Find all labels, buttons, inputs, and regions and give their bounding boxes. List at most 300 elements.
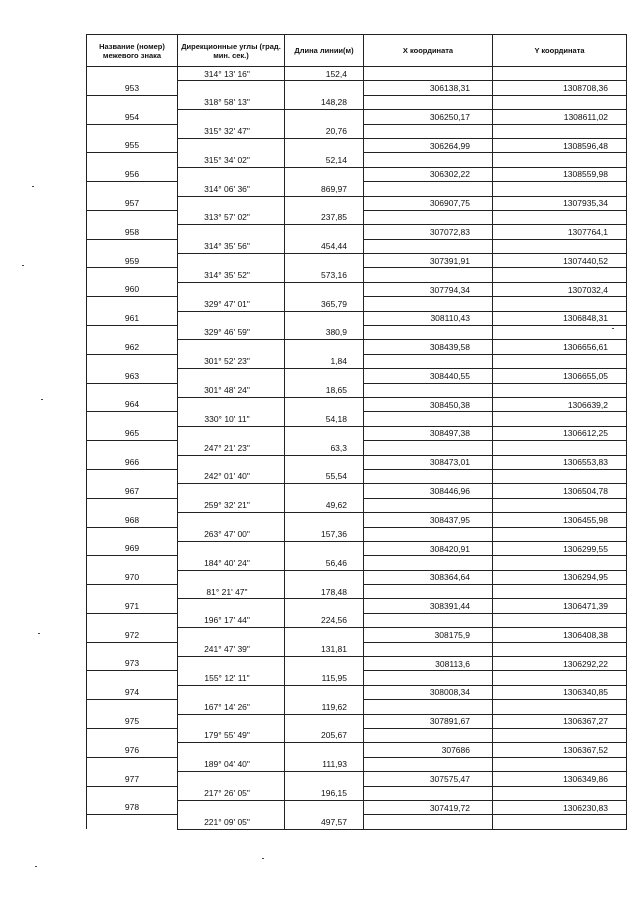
y-cell [493,527,627,541]
bearing-cell [178,484,285,498]
x-cell: 306250,17 [364,110,493,124]
segment-row [87,210,627,224]
header-y-coordinate: Y координата [493,35,627,67]
x-cell: 308440,55 [364,369,493,383]
y-cell: 1306294,95 [493,570,627,584]
x-cell: 308391,44 [364,599,493,613]
x-cell: 308446,96 [364,484,493,498]
y-cell [493,297,627,311]
bearing-cell: 217° 26' 05" [178,786,285,800]
length-cell: 55,54 [285,469,364,483]
mark-name-cell: 962 [87,340,178,354]
segment-row [87,498,627,512]
table-header-row [87,35,627,67]
mark-name-cell [87,412,178,426]
y-cell: 1306553,83 [493,455,627,469]
x-cell [364,786,493,800]
y-cell: 1308559,98 [493,167,627,181]
y-cell: 1306848,31 [493,311,627,325]
bearing-cell [178,282,285,296]
x-cell [364,268,493,282]
bearing-cell: 329° 47' 01" [178,297,285,311]
bearing-cell: 184° 40' 24" [178,556,285,570]
mark-name-cell: 971 [87,599,178,613]
y-cell [493,67,627,81]
length-cell: 63,3 [285,441,364,455]
mark-name-cell: 954 [87,110,178,124]
y-cell: 1306367,52 [493,743,627,757]
y-cell [493,354,627,368]
mark-row [87,657,627,671]
x-cell [364,498,493,512]
y-cell: 1308611,02 [493,110,627,124]
x-cell [364,671,493,685]
bearing-cell: 301° 52' 23" [178,354,285,368]
x-cell [364,153,493,167]
x-cell [364,383,493,397]
x-cell [364,441,493,455]
mark-row [87,369,627,383]
length-cell [285,225,364,239]
x-cell [364,354,493,368]
mark-name-cell: 956 [87,167,178,181]
bearing-cell [178,340,285,354]
segment-row [87,124,627,138]
y-cell [493,95,627,109]
bearing-cell [178,657,285,671]
y-cell: 1307032,4 [493,282,627,296]
segment-row [87,585,627,599]
mark-name-cell: 977 [87,772,178,786]
mark-row [87,426,627,440]
bearing-cell: 318° 58' 13" [178,95,285,109]
mark-name-cell: 970 [87,570,178,584]
length-cell: 152,4 [285,67,364,81]
y-cell: 1308596,48 [493,138,627,152]
y-cell: 1306639,2 [493,397,627,411]
bearing-cell [178,685,285,699]
bearing-cell: 247° 21' 23" [178,441,285,455]
length-cell [285,110,364,124]
length-cell: 178,48 [285,585,364,599]
bearing-cell: 155° 12' 11" [178,671,285,685]
segment-row [87,757,627,771]
mark-row [87,311,627,325]
x-cell [364,67,493,81]
y-cell [493,815,627,829]
y-cell [493,383,627,397]
y-cell: 1308708,36 [493,81,627,95]
x-cell [364,124,493,138]
bearing-cell: 315° 32' 47" [178,124,285,138]
y-cell [493,412,627,426]
mark-name-cell: 966 [87,455,178,469]
bearing-cell: 259° 32' 21" [178,498,285,512]
mark-name-cell [87,613,178,627]
scan-speck [22,265,24,266]
table-body [87,67,627,830]
y-cell: 1306230,83 [493,800,627,814]
segment-row [87,412,627,426]
mark-name-cell [87,498,178,512]
length-cell: 157,36 [285,527,364,541]
bearing-cell: 179° 55' 49" [178,728,285,742]
y-cell: 1306455,98 [493,513,627,527]
x-cell [364,412,493,426]
length-cell: 131,81 [285,642,364,656]
mark-name-cell [87,585,178,599]
mark-name-cell [87,383,178,397]
y-cell [493,613,627,627]
length-cell: 196,15 [285,786,364,800]
y-cell: 1306340,85 [493,685,627,699]
x-cell [364,297,493,311]
x-cell: 308439,58 [364,340,493,354]
bearing-cell [178,455,285,469]
x-cell [364,95,493,109]
mark-row [87,570,627,584]
mark-name-cell: 958 [87,225,178,239]
segment-row [87,95,627,109]
mark-row [87,254,627,268]
length-cell: 49,62 [285,498,364,512]
bearing-cell: 313° 57' 02" [178,210,285,224]
scan-speck [35,866,37,867]
segment-row [87,354,627,368]
x-cell [364,757,493,771]
x-cell: 306138,31 [364,81,493,95]
segment-row [87,153,627,167]
length-cell: 115,95 [285,671,364,685]
x-cell: 308110,43 [364,311,493,325]
length-cell: 365,79 [285,297,364,311]
y-cell: 1307764,1 [493,225,627,239]
bearing-cell: 314° 35' 52" [178,268,285,282]
mark-row [87,397,627,411]
segment-row [87,239,627,253]
mark-name-cell: 976 [87,743,178,757]
bearing-cell: 196° 17' 44" [178,613,285,627]
x-cell [364,527,493,541]
length-cell [285,800,364,814]
x-cell [364,210,493,224]
bearing-cell [178,599,285,613]
length-cell [285,628,364,642]
mark-name-cell [87,124,178,138]
y-cell: 1307935,34 [493,196,627,210]
x-cell: 308497,38 [364,426,493,440]
scan-speck [32,186,34,187]
bearing-cell [178,369,285,383]
length-cell [285,81,364,95]
segment-row [87,556,627,570]
segment-row [87,182,627,196]
scan-speck [38,633,40,634]
bearing-cell [178,426,285,440]
length-cell [285,714,364,728]
mark-name-cell [87,728,178,742]
mark-name-cell [87,239,178,253]
x-cell: 306264,99 [364,138,493,152]
length-cell [285,138,364,152]
y-cell [493,268,627,282]
y-cell: 1306612,25 [493,426,627,440]
x-cell: 308473,01 [364,455,493,469]
x-cell: 308113,6 [364,657,493,671]
bearing-cell: 242° 01' 40" [178,469,285,483]
segment-row [87,815,627,829]
y-cell [493,671,627,685]
bearing-cell [178,800,285,814]
x-cell [364,613,493,627]
header-line-length: Длина линии(м) [285,35,364,67]
bearing-cell [178,167,285,181]
y-cell [493,700,627,714]
length-cell: 205,67 [285,728,364,742]
mark-name-cell [87,556,178,570]
length-cell: 1,84 [285,354,364,368]
boundary-marks-sheet [86,34,626,830]
x-cell [364,326,493,340]
length-cell [285,657,364,671]
y-cell: 1306299,55 [493,541,627,555]
y-cell: 1307440,52 [493,254,627,268]
length-cell [285,282,364,296]
x-cell: 307391,91 [364,254,493,268]
y-cell [493,728,627,742]
mark-row [87,743,627,757]
bearing-cell: 315° 34' 02" [178,153,285,167]
mark-row [87,282,627,296]
bearing-cell: 314° 06' 36" [178,182,285,196]
x-cell: 307686 [364,743,493,757]
length-cell [285,254,364,268]
mark-row [87,772,627,786]
boundary-coordinates-table [86,34,627,830]
scan-speck [262,858,264,859]
mark-name-cell: 963 [87,369,178,383]
x-cell [364,728,493,742]
x-cell: 308437,95 [364,513,493,527]
mark-row [87,196,627,210]
mark-name-cell: 965 [87,426,178,440]
mark-row [87,513,627,527]
segment-row [87,383,627,397]
bearing-cell [178,81,285,95]
mark-name-cell: 960 [87,282,178,296]
x-cell [364,239,493,253]
mark-name-cell [87,441,178,455]
mark-name-cell [87,815,178,829]
y-cell [493,182,627,196]
mark-row [87,340,627,354]
y-cell: 1306408,38 [493,628,627,642]
y-cell [493,469,627,483]
mark-name-cell [87,153,178,167]
mark-row [87,81,627,95]
length-cell: 119,62 [285,700,364,714]
bearing-cell [178,541,285,555]
segment-row [87,728,627,742]
y-cell: 1306504,78 [493,484,627,498]
segment-row [87,671,627,685]
bearing-cell [178,513,285,527]
mark-name-cell: 972 [87,628,178,642]
length-cell [285,570,364,584]
bearing-cell: 301° 48' 24" [178,383,285,397]
bearing-cell [178,138,285,152]
length-cell: 18,65 [285,383,364,397]
scan-speck [41,399,43,400]
bearing-cell: 189° 04' 40" [178,757,285,771]
segment-row [87,268,627,282]
x-cell: 308364,64 [364,570,493,584]
segment-row [87,642,627,656]
y-cell: 1306349,86 [493,772,627,786]
mark-name-cell: 968 [87,513,178,527]
length-cell [285,340,364,354]
bearing-cell [178,714,285,728]
mark-row [87,110,627,124]
mark-name-cell [87,210,178,224]
length-cell [285,772,364,786]
mark-name-cell: 961 [87,311,178,325]
header-mark-name: Название (номер) межевого знака [87,35,178,67]
length-cell [285,311,364,325]
x-cell: 307794,34 [364,282,493,296]
mark-row [87,714,627,728]
x-cell: 308175,9 [364,628,493,642]
y-cell [493,585,627,599]
y-cell [493,326,627,340]
x-cell: 307575,47 [364,772,493,786]
length-cell [285,743,364,757]
length-cell: 224,56 [285,613,364,627]
x-cell: 307419,72 [364,800,493,814]
mark-name-cell: 953 [87,81,178,95]
x-cell [364,182,493,196]
mark-row [87,800,627,814]
x-cell: 308420,91 [364,541,493,555]
mark-name-cell: 959 [87,254,178,268]
y-cell: 1306471,39 [493,599,627,613]
length-cell [285,484,364,498]
mark-row [87,138,627,152]
bearing-cell [178,628,285,642]
bearing-cell [178,743,285,757]
y-cell [493,153,627,167]
y-cell [493,441,627,455]
header-bearing: Дирекционные углы (град. мин. сек.) [178,35,285,67]
length-cell [285,541,364,555]
length-cell [285,196,364,210]
mark-name-cell [87,67,178,81]
mark-row [87,628,627,642]
length-cell: 111,93 [285,757,364,771]
y-cell [493,239,627,253]
mark-row [87,599,627,613]
mark-row [87,167,627,181]
mark-name-cell [87,700,178,714]
x-cell [364,815,493,829]
segment-row [87,67,627,81]
bearing-cell: 314° 35' 56" [178,239,285,253]
length-cell: 869,97 [285,182,364,196]
length-cell [285,369,364,383]
y-cell [493,757,627,771]
bearing-cell [178,110,285,124]
x-cell: 308450,38 [364,397,493,411]
segment-row [87,469,627,483]
y-cell [493,498,627,512]
mark-name-cell [87,642,178,656]
y-cell [493,556,627,570]
mark-name-cell [87,527,178,541]
x-cell [364,469,493,483]
x-cell: 307891,67 [364,714,493,728]
y-cell: 1306292,22 [493,657,627,671]
length-cell: 52,14 [285,153,364,167]
x-cell: 308008,34 [364,685,493,699]
length-cell: 454,44 [285,239,364,253]
bearing-cell [178,196,285,210]
x-cell: 306302,22 [364,167,493,181]
bearing-cell [178,397,285,411]
length-cell: 54,18 [285,412,364,426]
length-cell [285,599,364,613]
segment-row [87,326,627,340]
segment-row [87,613,627,627]
bearing-cell [178,311,285,325]
header-x-coordinate: X координата [364,35,493,67]
x-cell [364,585,493,599]
length-cell [285,455,364,469]
mark-name-cell: 974 [87,685,178,699]
segment-row [87,786,627,800]
x-cell [364,700,493,714]
mark-row [87,455,627,469]
bearing-cell [178,570,285,584]
segment-row [87,297,627,311]
bearing-cell: 330° 10' 11" [178,412,285,426]
bearing-cell [178,254,285,268]
mark-row [87,225,627,239]
length-cell [285,397,364,411]
mark-name-cell: 975 [87,714,178,728]
bearing-cell: 314° 13' 16" [178,67,285,81]
mark-name-cell [87,469,178,483]
mark-name-cell: 967 [87,484,178,498]
x-cell: 306907,75 [364,196,493,210]
y-cell: 1306655,05 [493,369,627,383]
bearing-cell [178,225,285,239]
mark-name-cell: 978 [87,800,178,814]
mark-name-cell: 973 [87,657,178,671]
scan-speck [612,328,614,329]
bearing-cell: 329° 46' 59" [178,326,285,340]
mark-name-cell [87,268,178,282]
length-cell: 148,28 [285,95,364,109]
mark-row [87,685,627,699]
mark-name-cell [87,354,178,368]
segment-row [87,527,627,541]
mark-name-cell [87,297,178,311]
mark-name-cell: 957 [87,196,178,210]
mark-name-cell [87,182,178,196]
segment-row [87,441,627,455]
y-cell [493,124,627,138]
bearing-cell: 241° 47' 39" [178,642,285,656]
